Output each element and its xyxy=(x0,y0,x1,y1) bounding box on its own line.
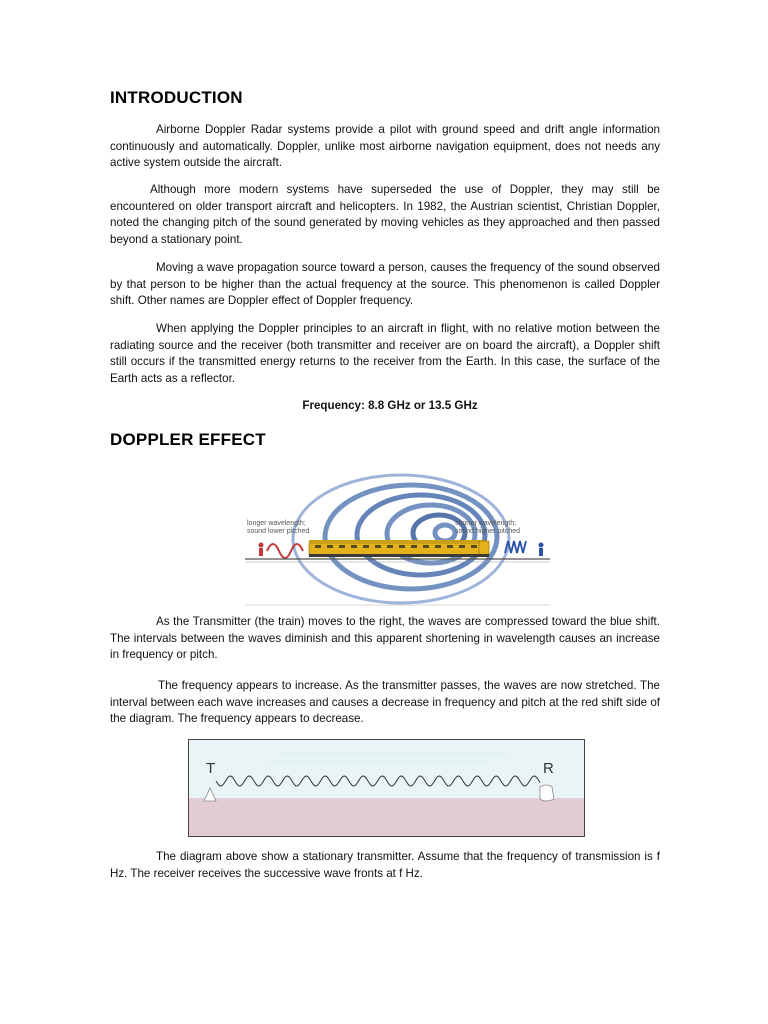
frequency-line: Frequency: 8.8 GHz or 13.5 GHz xyxy=(302,399,478,412)
doppler-train-svg xyxy=(243,465,552,606)
stationary-transmitter-figure xyxy=(188,739,585,837)
label-lower-pitch: sound lower pitched xyxy=(247,528,310,535)
receiver-label: R xyxy=(543,760,554,777)
paragraph-doppler-2: The frequency appears to increase. As the transmitter passes, the waves are now stretched. The interval between each wave increases and causes a decrease in frequency and pitch at the red shift side of the diagram. The frequency appears to decrease. xyxy=(110,679,660,726)
paragraph-intro-4: When applying the Doppler principles to an aircraft in flight, with no relative motion between the radiating source and the receiver (both transmitter and receiver are on board the aircraft), a Doppler shift still occurs if the transmitted energy returns to the receiver from the Earth. In this case, the surface of the Earth acts as a reflector. xyxy=(110,322,660,385)
transmitter-label: T xyxy=(206,760,216,777)
train-icon xyxy=(309,540,489,557)
stationary-transmitter-svg xyxy=(188,739,585,837)
paragraph-intro-2: Although more modern systems have superseded the use of Doppler, they may still be encountered on older transport aircraft and helicopters. In 1982, the Austrian scientist, Christian Doppler, noted the changing pitch of the sound generated by moving vehicles as they approached and then passed beyond a stationary point. xyxy=(110,183,660,246)
doppler-train-figure xyxy=(243,465,552,606)
paragraph-intro-1: Airborne Doppler Radar systems provide a pilot with ground speed and drift angle information continuously and automatically. Doppler, unlike most airborne navigation equipment, does not needs any active system outside the aircraft. xyxy=(110,123,660,170)
paragraph-intro-3: Moving a wave propagation source toward a person, causes the frequency of the sound observed by that person to be higher than the actual frequency at the source. This phenomenon is called Doppler shift. Other names are Doppler effect of Doppler frequency. xyxy=(110,261,660,308)
right-listener-icon xyxy=(539,543,544,557)
heading-introduction: INTRODUCTION xyxy=(110,88,243,107)
label-longer-wavelength: longer wavelength; xyxy=(247,520,306,527)
heading-doppler-effect: DOPPLER EFFECT xyxy=(110,430,266,449)
label-shorter-wavelength: shorter wavelength; xyxy=(455,520,517,527)
paragraph-doppler-1: As the Transmitter (the train) moves to the right, the waves are compressed toward the blue shift. The intervals between the waves diminish and this apparent shortening in wavelength causes an increase in frequency or pitch. xyxy=(110,615,660,662)
receiver-icon xyxy=(540,785,554,801)
paragraph-stationary: The diagram above show a stationary transmitter. Assume that the frequency of transmission is f Hz. The receiver receives the successive wave fronts at f Hz. xyxy=(110,850,660,880)
label-higher-pitch: sound higher pitched xyxy=(455,528,520,535)
left-listener-icon xyxy=(259,543,264,557)
